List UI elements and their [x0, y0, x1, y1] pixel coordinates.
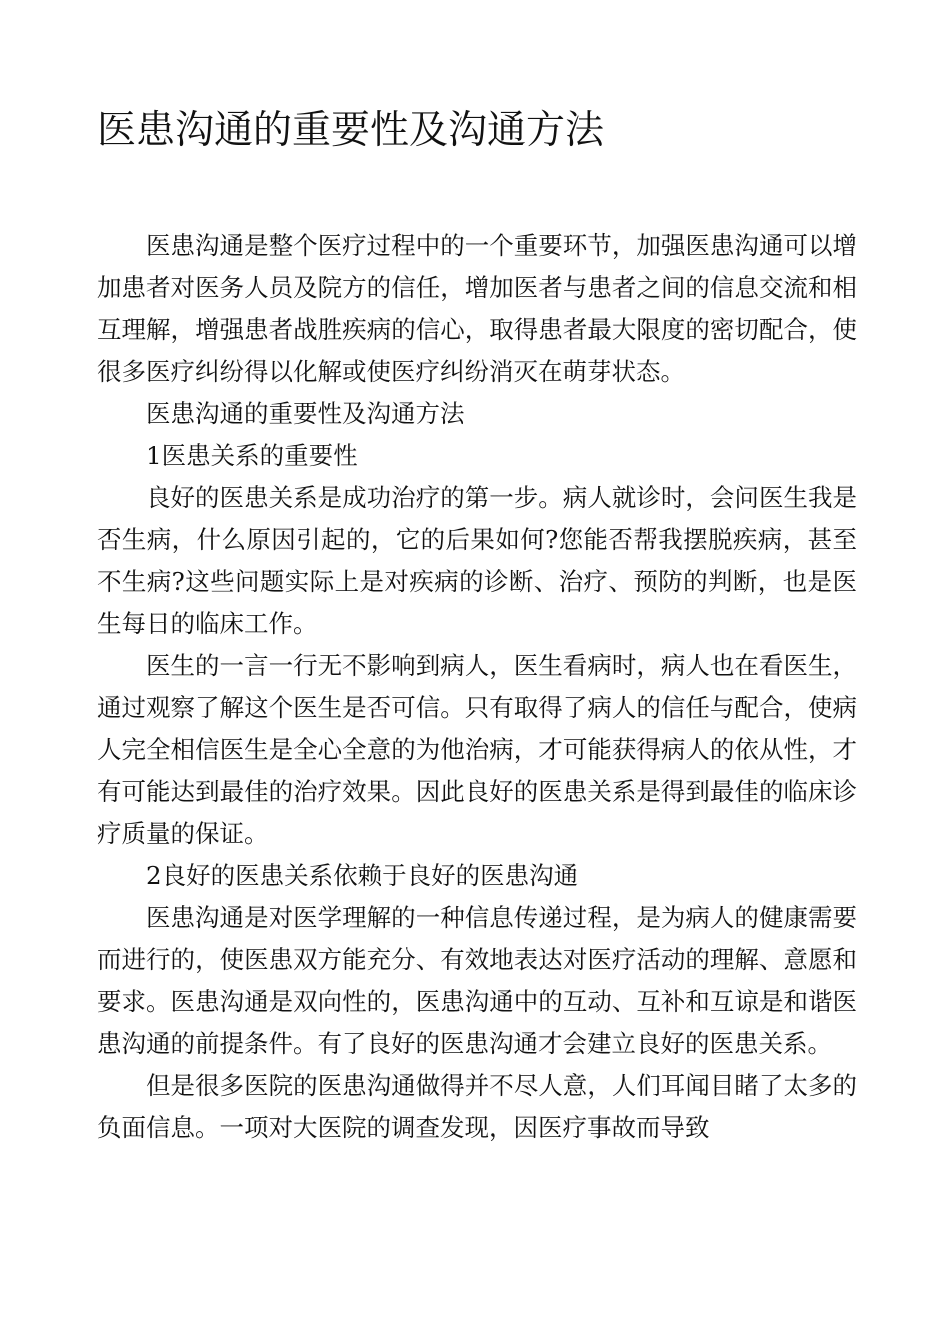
paragraph-2b: 但是很多医院的医患沟通做得并不尽人意，人们耳闻目睹了太多的负面信息。一项对大医院的调查发现，因医疗事故而导致 [97, 1071, 857, 1142]
document-title: 医患沟通的重要性及沟通方法 [97, 108, 605, 153]
document-body [97, 225, 857, 1149]
paragraph-1a: 良好的医患关系是成功治疗的第一步。病人就诊时，会问医生我是否生病，什么原因引起的，它的后果如何?您能否帮我摆脱疾病，甚至不生病?这些问题实际上是对疾病的诊断、治疗、预防的判断，也是医生每日的临床工作。 [97, 483, 857, 638]
section-heading-1: 1医患关系的重要性 [146, 441, 358, 470]
section-heading-main: 医患沟通的重要性及沟通方法 [146, 399, 465, 428]
paragraph-intro: 医患沟通是整个医疗过程中的一个重要环节，加强医患沟通可以增加患者对医务人员及院方的信任，增加医者与患者之间的信息交流和相互理解，增强患者战胜疾病的信心，取得患者最大限度的密切配合，使很多医疗纠纷得以化解或使医疗纠纷消灭在萌芽状态。 [97, 231, 857, 386]
section-heading-2: 2良好的医患关系依赖于良好的医患沟通 [146, 861, 579, 890]
paragraph-1b: 医生的一言一行无不影响到病人，医生看病时，病人也在看医生，通过观察了解这个医生是否可信。只有取得了病人的信任与配合，使病人完全相信医生是全心全意的为他治病，才可能获得病人的依从性，才有可能达到最佳的治疗效果。因此良好的医患关系是得到最佳的临床诊疗质量的保证。 [97, 651, 857, 848]
paragraph-2a: 医患沟通是对医学理解的一种信息传递过程，是为病人的健康需要而进行的，使医患双方能充分、有效地表达对医疗活动的理解、意愿和要求。医患沟通是双向性的，医患沟通中的互动、互补和互谅是和谐医患沟通的前提条件。有了良好的医患沟通才会建立良好的医患关系。 [97, 903, 857, 1058]
